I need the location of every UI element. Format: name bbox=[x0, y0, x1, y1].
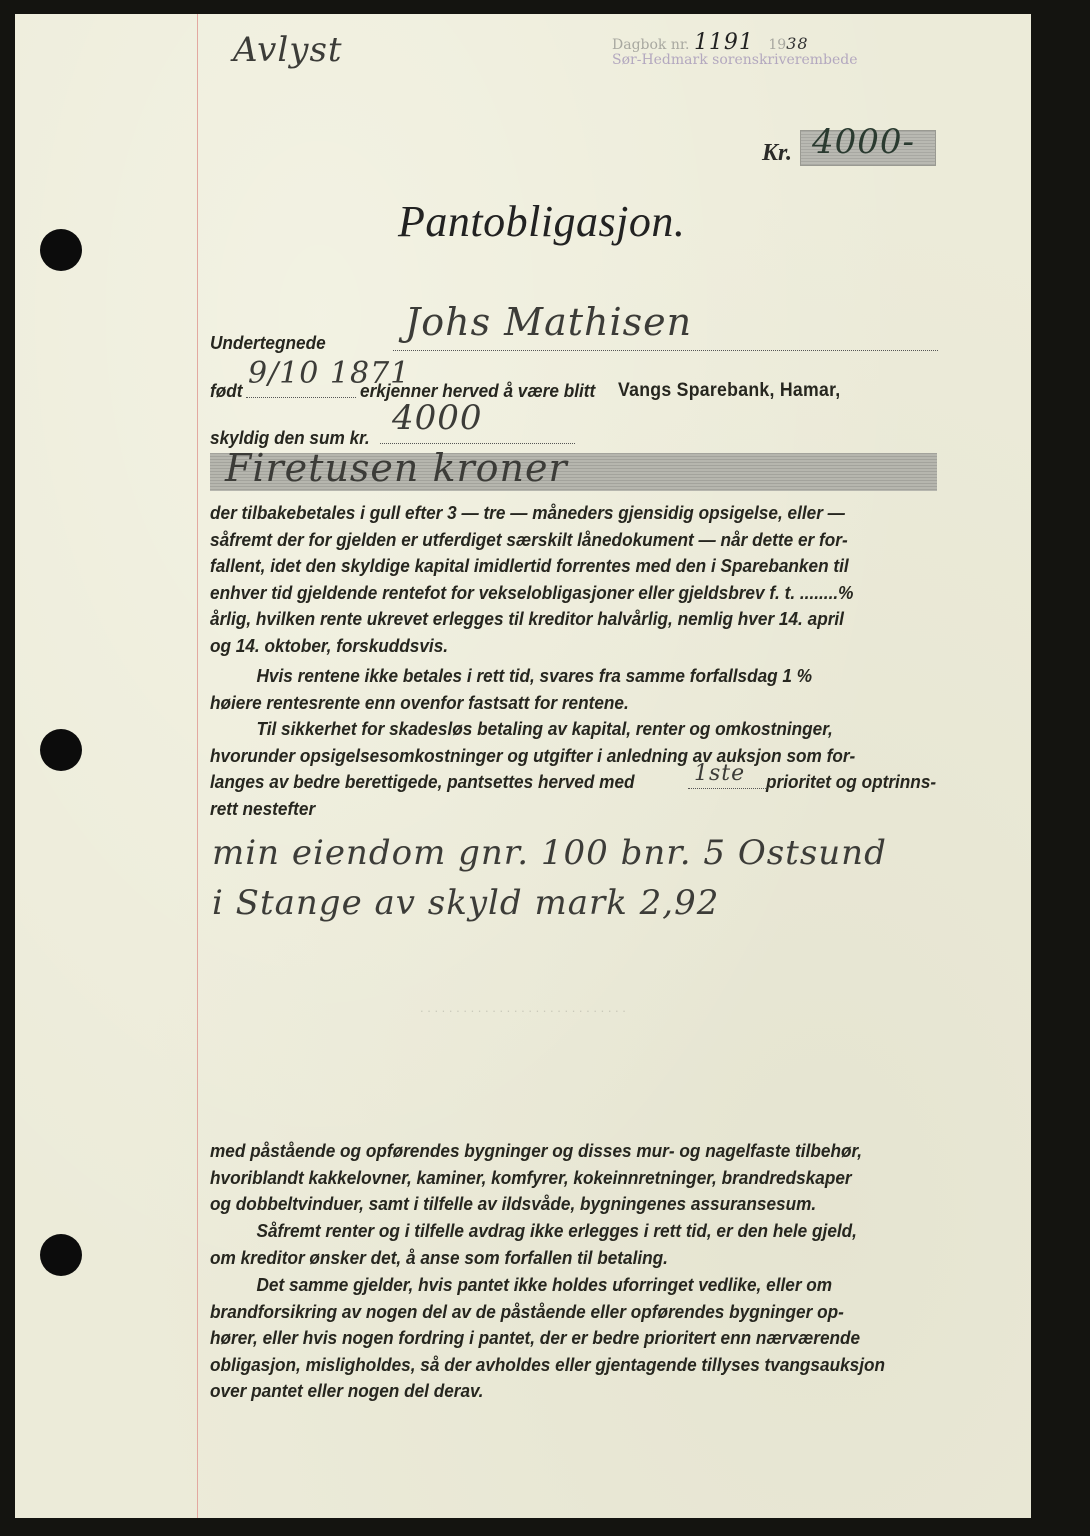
text-line: langes av bedre berettigede, pantsettes herved med bbox=[210, 771, 635, 792]
erkjenner-text: erkjenner herved å være blitt bbox=[360, 380, 596, 401]
handwritten-property-description bbox=[212, 828, 887, 928]
year-prefix: 19 bbox=[768, 37, 787, 53]
paragraph-buildings bbox=[210, 1138, 911, 1218]
text-line: om kreditor ønsker det, å anse som forfallen til betaling. bbox=[210, 1246, 668, 1268]
text-line: hører, eller hvis nogen fordring i pantet, der er bedre prioritert enn nærværende bbox=[210, 1327, 861, 1348]
text-line: fallent, idet den skyldige kapital imidlertid forrentes med den i Sparebanken til bbox=[210, 555, 849, 576]
undertegnede-line bbox=[393, 350, 938, 351]
punch-hole-icon bbox=[40, 1234, 82, 1276]
paragraph-security bbox=[210, 716, 937, 822]
text-line: over pantet eller nogen del derav. bbox=[210, 1380, 484, 1401]
year-suffix: 38 bbox=[786, 34, 809, 53]
amount-value: 4000- bbox=[812, 122, 916, 162]
punch-hole-icon bbox=[40, 729, 82, 771]
undertegnede-value: Johs Mathisen bbox=[405, 300, 693, 344]
handwritten-line: min eiendom gnr. 100 bnr. 5 Ostsund bbox=[212, 833, 887, 873]
text-line: og 14. oktober, forskuddsvis. bbox=[210, 634, 449, 656]
paragraph-maintenance bbox=[210, 1272, 936, 1405]
text-line: obligasjon, misligholdes, så der avholdes eller gjentagende tillyses tvangsauksjon bbox=[210, 1353, 886, 1375]
prioritet-value: 1ste bbox=[694, 761, 746, 786]
text-line: rett nestefter bbox=[210, 797, 316, 819]
office-stamp: Sør-Hedmark sorenskriverembede bbox=[612, 52, 858, 68]
prioritet-line bbox=[688, 788, 766, 789]
undertegnede-label: Undertegnede bbox=[210, 332, 326, 353]
text-line: Det samme gjelder, hvis pantet ikke holdes uforringet vedlike, eller om bbox=[256, 1274, 833, 1295]
handwritten-annotation: Avlyst bbox=[233, 30, 343, 70]
fodt-label: født bbox=[210, 380, 243, 401]
text-line: Til sikkerhet for skadesløs betaling av kapital, renter og omkostninger, bbox=[256, 718, 833, 739]
text-line: hvoriblandt kakkelovner, kaminer, komfyrer, kokeinnretninger, brandredskaper bbox=[210, 1166, 852, 1188]
bleed-through-text: . . . . . . . . . . . . . . . . . . . . . . . . . . . . . bbox=[420, 1000, 626, 1015]
paragraph-default bbox=[210, 1218, 906, 1271]
text-line: brandforsikring av nogen del av de påstående eller opførendes bygninger op- bbox=[210, 1300, 844, 1322]
red-margin-line bbox=[197, 14, 198, 1518]
page-title: Pantobligasjon. bbox=[398, 197, 686, 246]
bank-name: Vangs Sparebank, Hamar, bbox=[618, 380, 841, 401]
skyldig-value: 4000 bbox=[392, 398, 483, 438]
text-line: hvorunder opsigelsesomkostninger og utgifter i anledning av auksjon som for- bbox=[210, 744, 856, 766]
text-line: og dobbeltvinduer, samt i tilfelle av ildsvåde, bygningenes assuransesum. bbox=[210, 1193, 817, 1214]
text-line: enhver tid gjeldende rentefot for vekselobligasjoner eller gjeldsbrev f. t. ........% bbox=[210, 581, 854, 603]
text-line: med påstående og opførendes bygninger og disses mur- og nagelfaste tilbehør, bbox=[210, 1140, 862, 1161]
fodt-line bbox=[246, 397, 356, 398]
amount-label: Kr. bbox=[762, 140, 793, 166]
fodt-value: 9/10 1871 bbox=[248, 356, 411, 391]
amount-in-words: Firetusen kroner bbox=[225, 446, 568, 490]
text-line: der tilbakebetales i gull efter 3 — tre — måneders gjensidig opsigelse, eller — bbox=[210, 502, 845, 523]
text-line: såfremt der for gjelden er utferdiget særskilt lånedokument — når dette er for- bbox=[210, 528, 848, 550]
text-line: årlig, hvilken rente ukrevet erlegges til kreditor halvårlig, nemlig hver 14. april bbox=[210, 608, 844, 629]
handwritten-line: i Stange av skyld mark 2,92 bbox=[212, 883, 720, 923]
dagbok-number: 1191 bbox=[693, 30, 754, 55]
dagbok-label: Dagbok nr. bbox=[612, 37, 690, 53]
text-line: prioritet og optrinns- bbox=[766, 771, 937, 792]
punch-hole-icon bbox=[40, 229, 82, 271]
skyldig-line bbox=[380, 443, 575, 444]
paragraph-repayment bbox=[210, 500, 902, 659]
text-line: Hvis rentene ikke betales i rett tid, svares fra samme forfallsdag 1 % bbox=[256, 665, 813, 686]
text-line: Såfremt renter og i tilfelle avdrag ikke erlegges i rett tid, er den hele gjeld, bbox=[256, 1220, 857, 1241]
paragraph-interest bbox=[210, 663, 857, 716]
skyldig-label: skyldig den sum kr. bbox=[210, 427, 370, 448]
text-line: høiere rentesrente enn ovenfor fastsatt for rentene. bbox=[210, 691, 629, 713]
